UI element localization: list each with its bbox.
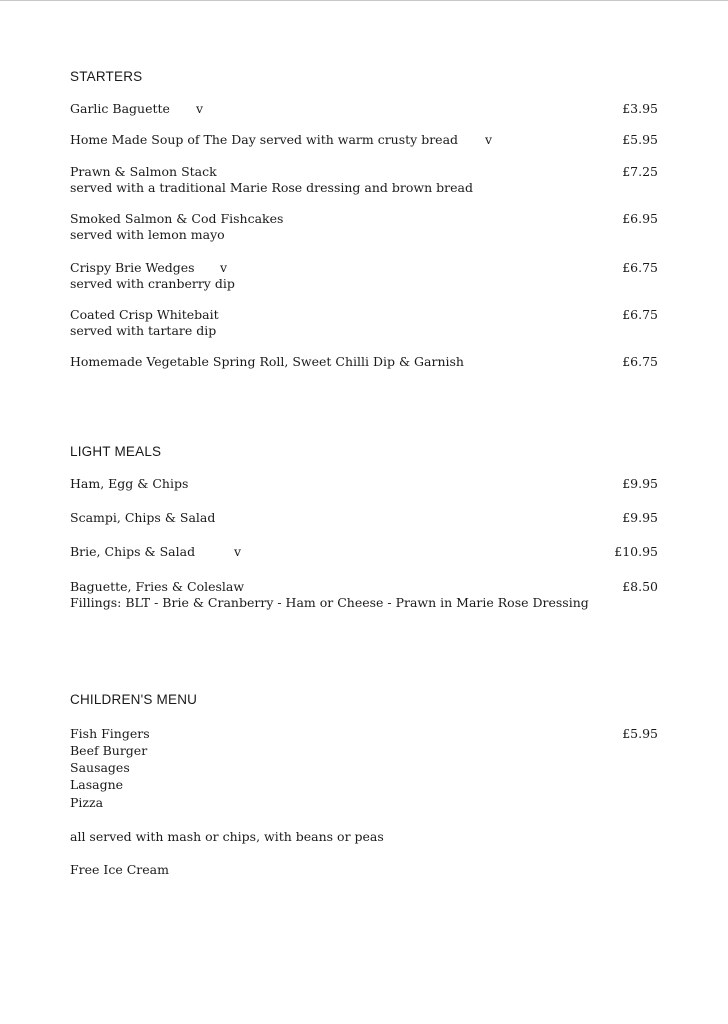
item-name: Homemade Vegetable Spring Roll, Sweet Chilli Dip & Garnish bbox=[70, 354, 464, 369]
item-name: Garlic Baguette bbox=[70, 101, 170, 116]
item-price: £9.95 bbox=[622, 476, 658, 491]
childrens-price-row bbox=[70, 726, 658, 744]
top-divider bbox=[0, 0, 728, 1]
item-price: £7.25 bbox=[622, 164, 658, 179]
starters-heading: STARTERS bbox=[70, 69, 143, 84]
menu-item bbox=[70, 307, 658, 341]
menu-item bbox=[70, 354, 658, 372]
menu-item bbox=[70, 579, 658, 613]
item-price: £5.95 bbox=[622, 132, 658, 147]
item-price: £6.75 bbox=[622, 307, 658, 322]
item-name: Ham, Egg & Chips bbox=[70, 476, 189, 491]
item-price: £3.95 bbox=[622, 101, 658, 116]
childrens-note: all served with mash or chips, with beans or peas bbox=[70, 829, 384, 844]
menu-item bbox=[70, 476, 658, 494]
item-price: £9.95 bbox=[622, 510, 658, 525]
childrens-price: £5.95 bbox=[622, 726, 658, 741]
item-description: served with lemon mayo bbox=[70, 227, 225, 242]
item-price: £6.75 bbox=[622, 260, 658, 275]
childrens-item: Sausages bbox=[70, 760, 130, 775]
menu-item bbox=[70, 211, 658, 245]
childrens-menu-heading: CHILDREN'S MENU bbox=[70, 692, 198, 707]
vegetarian-mark: v bbox=[485, 132, 493, 147]
menu-item bbox=[70, 101, 658, 119]
light-meals-heading: LIGHT MEALS bbox=[70, 444, 162, 459]
childrens-item: Fish Fingers bbox=[70, 726, 150, 741]
item-name: Scampi, Chips & Salad bbox=[70, 510, 216, 525]
menu-item bbox=[70, 544, 658, 562]
item-description: served with a traditional Marie Rose dressing and brown bread bbox=[70, 180, 473, 195]
vegetarian-mark: v bbox=[196, 101, 204, 116]
childrens-item: Beef Burger bbox=[70, 743, 148, 758]
free-ice-cream-note: Free Ice Cream bbox=[70, 862, 169, 877]
item-price: £10.95 bbox=[614, 544, 658, 559]
item-name: Brie, Chips & Salad bbox=[70, 544, 196, 559]
vegetarian-mark: v bbox=[234, 544, 242, 559]
childrens-item: Pizza bbox=[70, 795, 104, 810]
item-name: Crispy Brie Wedges bbox=[70, 260, 195, 275]
menu-item bbox=[70, 164, 658, 198]
menu-item bbox=[70, 260, 658, 294]
childrens-item: Lasagne bbox=[70, 777, 124, 792]
item-price: £8.50 bbox=[622, 579, 658, 594]
item-description: served with tartare dip bbox=[70, 323, 217, 338]
item-description: served with cranberry dip bbox=[70, 276, 235, 291]
menu-item bbox=[70, 510, 658, 528]
vegetarian-mark: v bbox=[220, 260, 228, 275]
item-description: Fillings: BLT - Brie & Cranberry - Ham or Cheese - Prawn in Marie Rose Dressing bbox=[70, 595, 589, 610]
item-name: Prawn & Salmon Stack bbox=[70, 164, 217, 179]
item-price: £6.75 bbox=[622, 354, 658, 369]
menu-item bbox=[70, 132, 658, 150]
item-name: Baguette, Fries & Coleslaw bbox=[70, 579, 245, 594]
item-price: £6.95 bbox=[622, 211, 658, 226]
item-name: Coated Crisp Whitebait bbox=[70, 307, 219, 322]
item-name: Smoked Salmon & Cod Fishcakes bbox=[70, 211, 284, 226]
item-name: Home Made Soup of The Day served with warm crusty bread bbox=[70, 132, 459, 147]
